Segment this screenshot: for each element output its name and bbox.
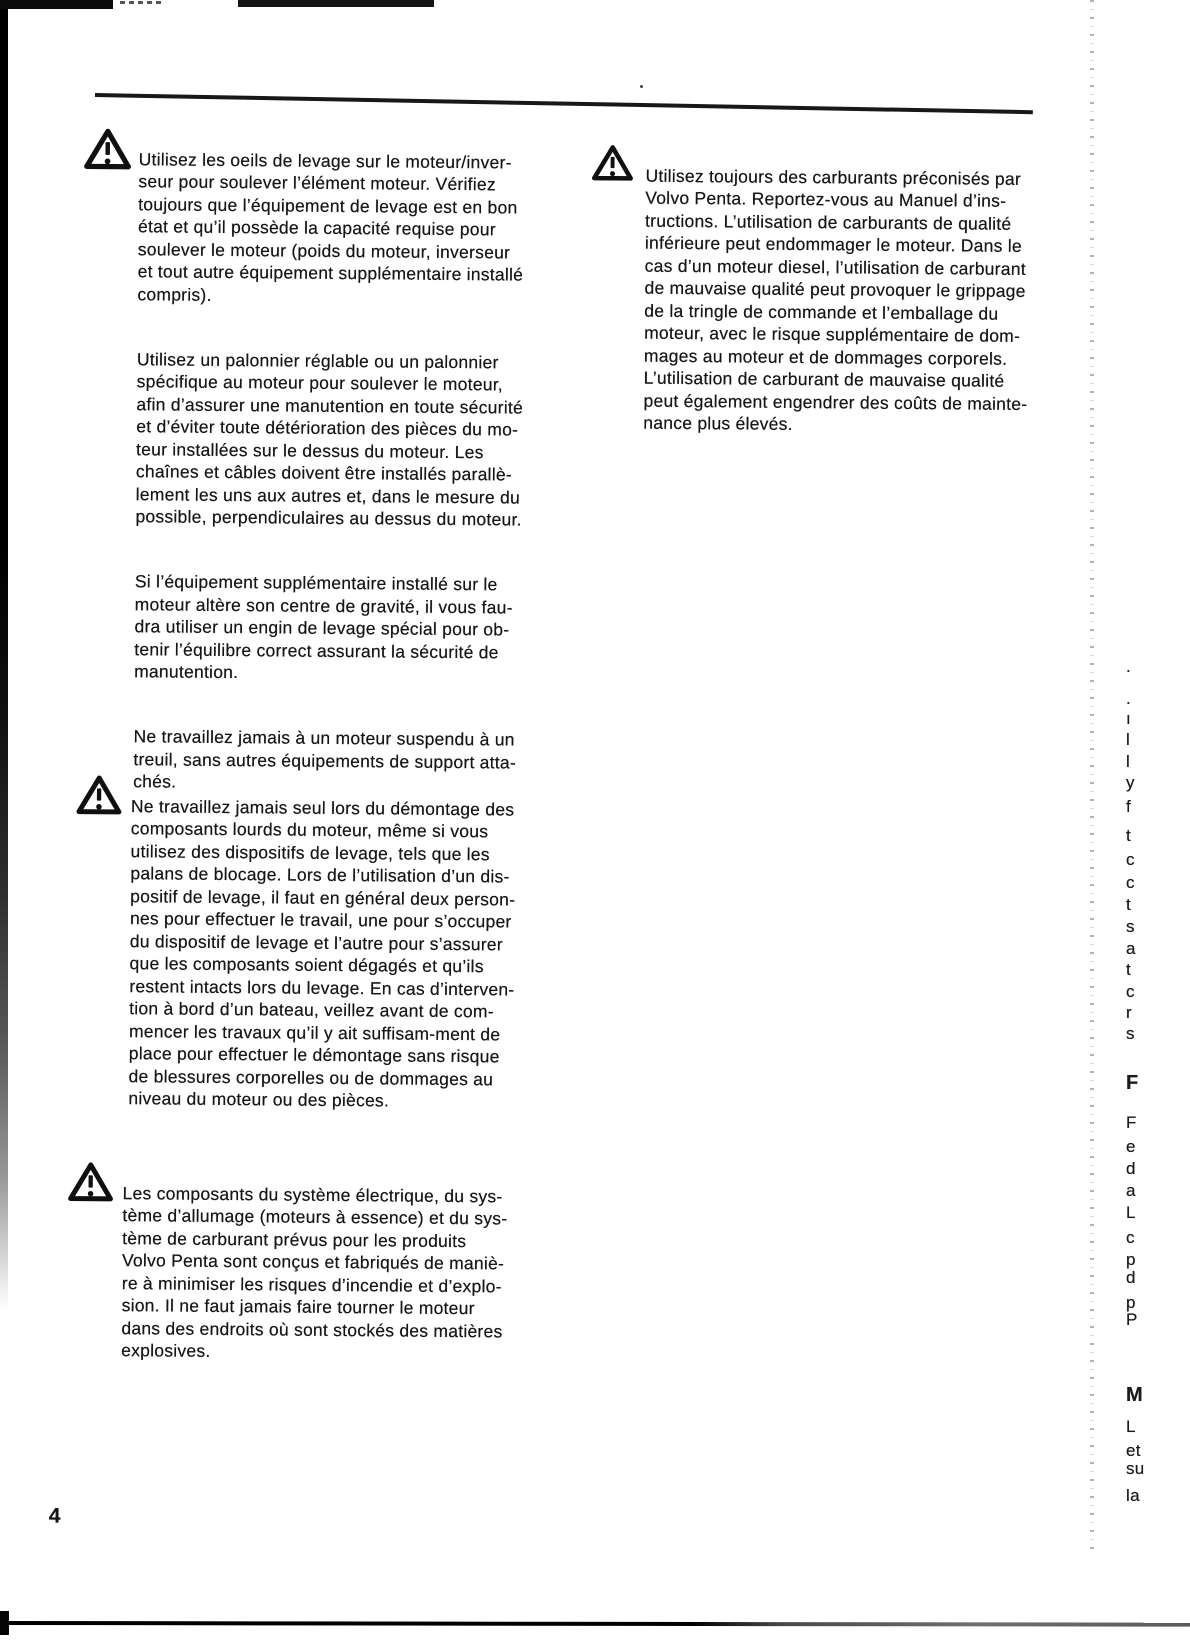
edge-fragment-char: r — [1126, 1003, 1132, 1022]
edge-fragment-char: c — [1126, 873, 1135, 892]
warning-text — [133, 125, 554, 819]
edge-fragment-char: c — [1126, 1228, 1135, 1247]
edge-fragment-char: t — [1126, 960, 1132, 979]
warning-block-fuel-quality — [589, 141, 1054, 460]
paragraph: Si l’équipement supplémentaire installé sur le moteur altère son centre de gravité, il vous fau- dra utiliser un engin de levage spécial pour ob- tenir l’équilibre correct assurant la sécurité de manutention. — [134, 571, 513, 683]
edge-fragment-char: F — [1126, 1072, 1139, 1094]
edge-fragment-char: p — [1126, 1293, 1136, 1312]
edge-fragment-char: P — [1126, 1310, 1138, 1329]
paragraph: Utilisez un palonnier réglable ou un palonnier spécifique au moteur pour soulever le moteur, afin d’assurer une manutention en toute sécurité et d’éviter toute détérioration des pièces du mo- teur installées sur le dessus du moteur. Les chaînes et câbles doivent être installés parallè- lement les uns aux autres et, dans le mesure du possible, perpendiculaires au dessus du moteur. — [135, 348, 524, 530]
edge-fragment-char: d — [1126, 1268, 1136, 1287]
warning-triangle-icon — [591, 141, 645, 187]
warning-block-electrical-system — [66, 1159, 545, 1388]
warning-text — [128, 772, 548, 1136]
edge-fragment-char: c — [1126, 850, 1135, 869]
edge-fragment-char: e — [1126, 1137, 1136, 1156]
edge-fragment-char: a — [1126, 939, 1136, 958]
edge-fragment-char: la — [1126, 1486, 1140, 1505]
edge-fragment-char: ı — [1126, 709, 1132, 728]
warning-text — [121, 1159, 545, 1388]
edge-fragment-char: f — [1126, 797, 1132, 816]
paragraph: Utilisez les oeils de levage sur le moteur/inver- seur pour soulever l’élément moteur. Vérifiez toujours que l’équipement de levage est en bon état et qu’il possède la capacité requise pour soulever le moteur (poids du moteur, inverseur et tout autre équipement supplémentaire installé compris). — [137, 148, 524, 305]
edge-fragment-char: . — [1126, 689, 1132, 708]
warning-triangle-icon — [76, 772, 131, 821]
warning-triangle-icon — [83, 125, 138, 176]
warning-block-lifting — [78, 125, 554, 819]
edge-fragment-char: t — [1126, 826, 1132, 845]
edge-fragment-char: L — [1126, 1417, 1136, 1436]
paragraph: Utilisez toujours des carburants préconisés par Volvo Penta. Reportez-vous au Manuel d’ins- tructions. L’utilisation de carburants de qualité inférieure peut endommager le moteur. Dans le cas d’un moteur diesel, l’utilisation de carburant de mauvaise qualité peut provoquer le grippage de la tringle de commande et l’emballage du moteur, avec le risque supplémentaire de dom- mages au moteur et de dommages corporels. L’utilisation de carburant de mauvaise qualité peut également engendrer des coûts de mainte- nance plus élevés. — [643, 165, 1028, 434]
edge-fragment-char: l — [1126, 752, 1131, 771]
edge-fragment-char: F — [1126, 1113, 1137, 1132]
paragraph: Ne travaillez jamais à un moteur suspendu à un treuil, sans autres équipements de support atta- chés. — [133, 726, 517, 792]
edge-fragment-char: d — [1126, 1159, 1136, 1178]
page-number: 4 — [48, 1504, 62, 1528]
edge-fragment-char: c — [1126, 982, 1135, 1001]
edge-fragment-char: M — [1126, 1384, 1143, 1406]
edge-fragment-char: a — [1126, 1181, 1136, 1200]
edge-fragment-char: L — [1126, 1203, 1136, 1222]
paragraph: Ne travaillez jamais seul lors du démontage des composants lourds du moteur, même si vous utilisez des dispositifs de levage, tels que les palans de blocage. Lors de l’utilisation d’un dis- positif de levage, il faut en général deux person- nes pour effectuer le travail, une pour s’occuper du dispositif de levage et l’autre pour s’assurer que les composants soient dégagés et qu’ils restent intacts lors du levage. En cas d’interven- tion à bord d’un bateau, veillez avant de com- mencer les travaux qu’il y ait suffisam-ment de place pour effectuer le démontage sans risque de blessures corporelles ou de dommages au niveau du moteur ou des pièces. — [128, 795, 516, 1111]
edge-fragment-char: et — [1126, 1441, 1141, 1460]
edge-fragment-char: p — [1126, 1250, 1136, 1269]
edge-fragment-char: t — [1126, 895, 1132, 914]
edge-fragment-char: s — [1126, 1024, 1135, 1043]
edge-fragment-char: l — [1126, 730, 1131, 749]
warning-triangle-icon — [67, 1159, 122, 1208]
edge-fragment-char: y — [1126, 773, 1135, 792]
warning-text — [643, 142, 1054, 461]
edge-fragment-char: su — [1126, 1459, 1145, 1478]
warning-block-heavy-components — [73, 772, 548, 1136]
edge-fragment-char: . — [1126, 657, 1132, 676]
edge-fragment-char: s — [1126, 917, 1135, 936]
paragraph: Les composants du système électrique, du sys- tème d’allumage (moteurs à essence) et du sys- tème de carburant prévus pour les produits Volvo Penta sont conçus et fabriqués de maniè- re à minimiser les risques d’incendie et d’explo- sion. Il ne faut jamais faire tourner le moteur dans des endroits où sont stockés des matières explosives. — [121, 1182, 508, 1361]
